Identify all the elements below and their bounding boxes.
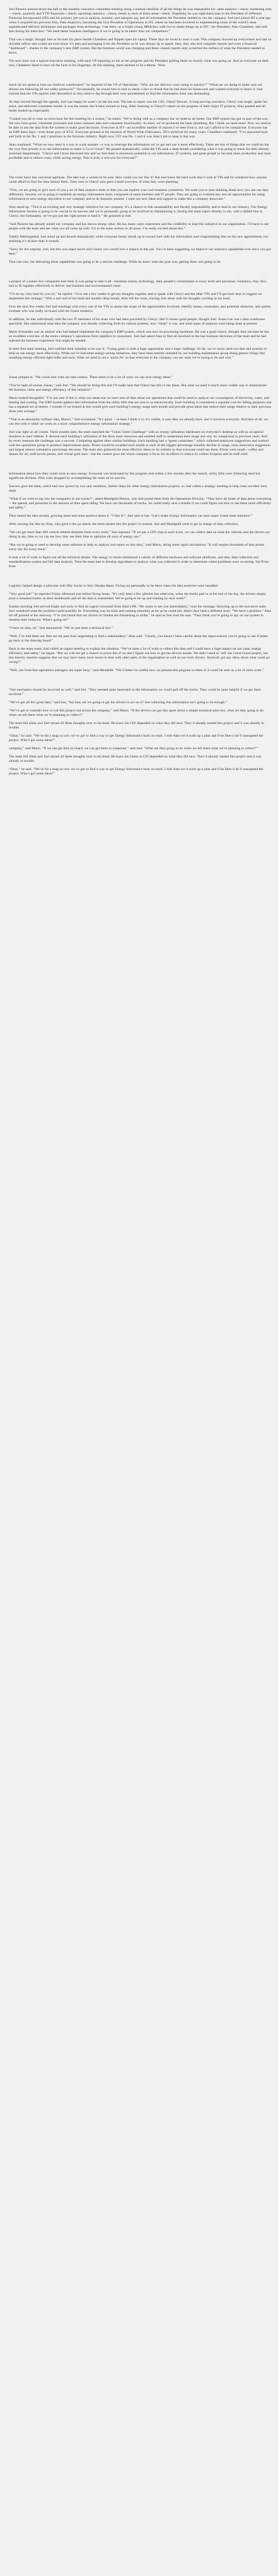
text-section: [9, 176, 272, 265]
body-paragraph: As they moved through the agenda, Joel was happy he wasn’t on the hot seat. The last to report was the CIO, Cheryl Stewart. A long-serving executive, Cheryl was tough, spoke her mind, and delivered consistent results. It was the reason she’d been around so long. After listening to Cheryl’s report on the progress of their major IT projects, Alan paused and all heads looked up expectantly.: [9, 100, 268, 113]
section-gap: [9, 461, 272, 467]
body-paragraph: That was a laugh, thought Joel as he took his place beside Chambers and flipped open his laptop. These days he loved to wear a coat. This company showed up everywhere and had no drivable inflow and would not even know it’s data and packaging it for the President so he was always up to speed. Sure, they also had computer reports and even a financial “dashboard”—thanks to the company’s new ERP system. But the business world was changing and these canned reports only scratched the surface of what the President needed to know.: [9, 38, 272, 55]
document-body: [9, 8, 272, 786]
body-paragraph: Back in the team room, Joel called an urgent meeting to explain the situation. “We’ve done a lot of work to collect this data and I could have a huge impact on our costs, energy efficiency and safety,” he began. “But we will not get a chance to prove this if we don’t figure out how to get the drivers onside. We didn’t need to ‘sell’ the Great Green project, but this heavily reaction suggests that we may have many more issues to deal with other parts of the organization as well as our truck drivers. Anybody got any ideas about what could go wrong?”: [9, 647, 270, 664]
section-gap: [9, 573, 272, 579]
body-paragraph: “Our mechanics should be involved as well,” said Sid. “They seemed quite interested in the information we could pull off the trucks. They could be quite helpful if we get them involved.”: [9, 688, 261, 696]
body-paragraph: “Well, our front-line operations managers are super busy,” said Mendeldi. “We’d better be careful how we present this program to them or it could be seen as a lot of extra work.”: [9, 669, 264, 672]
text-section: [9, 376, 272, 457]
body-paragraph: That was true, but delivering these capabilities was going to be a serious challenge. While he knew what the goal was, getting there was going to be: [9, 260, 221, 264]
body-paragraph: “Okay,” he said. “We’ve hit a snag so now we’ve got to find a way to get Energy Informatics back on track. I told Alan we’d work up a plan and if he likes it he’ll unsuspend the project. Who’s got some ideas?”: [9, 768, 264, 776]
body-paragraph: Mario Fernandes was an analyst who had helped implement the company’s ERP system, which was now its processing backbone. He was a good choice, thought Joel, because he has an excellent overview of the entire company’s operations from suppliers to consumers. Joel had asked Alan to find all involved in the last business decisions of the team and he had rejected the business experience that might be needed.: [9, 330, 269, 343]
body-paragraph: “Very good job!” he reported Friday afternoon just before flying home. “It’s only been a few glitches but otherwise, when the trucks pull in at the end of the day, the drivers simply push a mounted button on their dashboards and all the data is transmitted. We’re going to be up and running by next week!”: [9, 592, 266, 601]
body-paragraph: “What if we were to tap into the computers in our trucks?”, asked Mandgold Demos, who had joined them from the Operations Division. “They have all kinds of data about everything—the speeds, and pressures to the amount of time spent idling. We have our thousands of trucks; we could really save a bundle if we could figure out how to use them more efficiently and safely.”: [9, 497, 272, 510]
section-gap: [9, 164, 272, 171]
text-section: [9, 280, 272, 360]
section-gap: [9, 72, 272, 78]
text-section: [9, 584, 272, 673]
body-paragraph: “First, we are going to give each of you a set of data analytics tools so that you can explore your own business yourselves. We want you to start thinking about how you can use data differently. Second, we’re going to establish an energy information team, composed of some business and IT people. They are going to examine key and all opportunities for using information to save energy anywhere in our company and to do business smarter. I want our new ideas and support to make this a company showcase.”: [9, 188, 269, 201]
body-paragraph: The team fell silent and Joel turned all these thoughts over in his head. He knew his Green at CFI depended on what they did next. They’d already started this project and it was already in trouble.: [9, 755, 262, 763]
body-paragraph: Joel Parsons hurried down the hall to the monthly executive committee meeting along a normal checklist of all the things he was responsible for: sales analysis—check; marketing stats—check; quarterly and YTD financials—check; operating statistics—check, trends in each of these areas—check. Hopefully, he was right-hand man to the President of Jefferson Financial Incorporated (JFI) and his primary job was to analyze, monitor, and interpret any and all information the President needed to run the company. Joel had joined JFI a year ago when it acquired his previous firm, Data Analytics, becoming the Vice President of Operations at JFI, where he had been involved in implementing some of the world’s most sophisticated delivery techniques and packages from technology. I sat there, as a bright young MBA/boy with two to shake things up at JFI,” the President, Alan Chambers, had told him during his interview. “We need better business intelligence if we’re going to be better than our competitors.”: [9, 8, 272, 33]
body-paragraph: Over the next few weeks Joel had meetings with every one of the VPs to assess the scope of the opportunities involved; identify issues, constraints, and potential obstacles; and quietly evaluate who was really on board with the Green initiative.: [9, 305, 271, 313]
body-paragraph: a project of a nature few companies had tried. It was going to take it all—business smarts, technology, data, people’s commitment at every level and processes. Somehow, they ALL had to fit together effectively to deliver real business and environmental value.: [9, 280, 267, 288]
body-paragraph: “I asked you all to clear an extra hour for this meeting for a reason,” he stated. “We’re doing well as a company but we need to do better. Our ERP system has got us part of the way. We now have good, consistent processes and some common data and consistent functionality. In short, we’ve produced the basic plumbing. But I think we need more. Now we need to be able to use the data from the system to make good decisions. Everyone at JFI—an incredible number of reports I’ve seen from it, but can’t afford to be complacent. Everyone has an ERP these days—even those guys at XYZ. Everyone grinned at the mention of World Wide Fabricators, JFI’s archrival for many years. Chambers continued: “I’ve answered back and forth at the No. 1 and 2 positions in the furniture industry. Right now, CFI was No. 1 and it was Alan’s job to keep it that way.: [9, 117, 271, 139]
body-paragraph: It took a lot of work to figure out all the technical details. The energy in trucks minimized a variety of different hardware and software platforms, and data, data collection and standardization system and full data analysis. Then the team had to develop algorithms to analyze what was collected in order to determine where problems were occurring. Sid Pruer from: [9, 556, 269, 568]
body-paragraph: Success gave the team, which had now grown by two new members, further ideas for other energy information projects. so Joel called a strategy meeting to help chart out their next steps.: [9, 485, 267, 493]
body-paragraph: The next hour was a typical executive meeting, with each VP reporting on his or her progress and the President grilling them on exactly what was going on. And as everyone on their turn, Chambers liked to have all the facts at his fingertips. At this meeting, there seemed to be a theme. “How: [9, 59, 269, 67]
body-paragraph: Sunday morning Joel arrived bright and early to find an urgent voicemail from Alan’s PA. “He wants to see you immediately,” read the message. Hurrying up to the executive suite, Joel wondered what the problem could possibly be. Everything was on track and running smoothly as far as he could tell. Alan’s face held a different story. “We have a problem,” Alan bit off pointed at the doorway. “I’ve just heard that our drivers in Omaha are threatening to strike,” he said as Joel took his seat. “They think you’re going to spy on our system to monitor their behavior. What’s going on?”: [9, 605, 272, 622]
section-gap: [9, 268, 272, 275]
body-paragraph: “We can get more than 200 vehicle-related elements from every truck,” Sue reported. “If we put a GPS chip in each truck, we can collect data on what the vehicles and the drivers are doing at any time so we can see how they use their time to optimize all sorts of energy use.”: [9, 531, 270, 539]
body-paragraph: Logistics helped design a pilot test with fifty trucks in their Omaha depot. Flying out personally to be there when the data receivers were installed.: [9, 584, 219, 588]
body-paragraph: They batted the idea around, growing more and more positive about it. “I like it!”, Joel said at last. “Let’s make Energy Informatics our next major Green team initiative.”: [9, 514, 253, 518]
body-paragraph: “Sorry for the surprise, Joel, but this was super secret and I knew you would love a chance at this job. You’ve been suggesting we improve our analytics capabilities ever since you got here.”: [9, 248, 271, 256]
text-section: [9, 688, 272, 776]
body-paragraph: Alan continued: “What we now need is a way to work smarter—a way to leverage the information we’ve got and use it more effectively. There are lots of things that we could do but the very first priority is to use information to make it Go to Great!” He paused dramatically, while the VPs took a deep breath considering what it was going to mean for their already-stretched departments. “Cheryl and I have discussed this and we feel there is enormous potential in our information. IT systems, and great people to become more productive and more profitable and to reduce costs; while saving energy. This is truly a win-win for everyone!”: [9, 143, 271, 160]
body-paragraph: “We’ve got to consider how to roll this project out across the company,” said Mario. “If the drivers can get this upset about a simple technical pilot test, what are they going to do when we tell them what we’re planning to collect?”: [9, 709, 264, 717]
text-section: [9, 83, 272, 161]
body-paragraph: “That is an absolutely brilliant idea, Mario!,” Joel exclaimed. “It’s quick —at least I think it is; it’s visible, it uses data we already have, and it involves everyone. And best of all, we can test with it while we work on a more comprehensive energy information strategy.”: [9, 418, 269, 426]
body-paragraph: information about how they could work to save energy. Everyone was motivated by this program and within a few months after the launch, utility bills were following shed but significant declines. Pilot costs dropped by accomplishing the team on its success.: [9, 472, 260, 480]
body-paragraph: After running the idea by Alan, who gave it the go-ahead, the team started into the project in earnest. Sue and Mandgold went to get in charge of data collection.: [9, 522, 239, 526]
body-paragraph: company,” said Mario. “If we can get him on board, we can get them to cooperate,” said Joel. “What are they going to do when we tell them what we’re planning to collect?”: [9, 747, 258, 750]
body-paragraph: The team fell silent and Joel turned all these thoughts over in his head. He knew his CIO depended on what they did next. They’d already started this project and it was already in trouble.: [9, 722, 264, 730]
body-paragraph: The room burst into universal applause. The idea was a winner to be sure. How could you not like it? But Joel knew the hard work that it took at VPs and he wondered how anyone could afford to find the time behind them. Then over to Cheryl who gave a brief overview of what they were planning.: [9, 176, 267, 184]
body-paragraph: “I’ll do my very best for you sir,” he replied. “Give me a few weeks to get my thoughts together and to speak with Cheryl and the other VPs and I’ll get back here to suggest we implement this strategy.” With a sort nod of his head and another deep breath, Alan left the room, leaving Joel alone with his thoughts swirling in his head.: [9, 292, 262, 301]
section-gap: [9, 780, 272, 786]
body-paragraph: Alan stood up. “This is an exciting and very strategic initiative for our company. It’s a chance to link sustainability and fiscally responsibility and to lead in our industry. The Energy Information Section is going to be crucial to its success and we’re personally going to be involved in championing it, having this team report directly to me, with a skilled line to Cheryl, but fortunately, we’ve got just the right person to lead it.” He gestured at Joel.: [9, 205, 268, 218]
text-section: [9, 8, 272, 68]
body-paragraph: Totally flabbergasted, Joel stood up and bowed dramatically while everyone busily shook up to toward Joel with the information and congratulating him on his new appointment, not realizing it’s trickier than it sounds.: [9, 235, 269, 243]
body-paragraph: In their first team meeting, Joel outlined their mandate as he saw it. “Going green is both a huge opportunity and a huge challenge. So far, we’ve never used our data and systems to help us use energy more effectively. While we’ve had some energy-saving initiatives, they have been entirely initiated by our building maintenance group doing generic things like installing energy efficient light bulbs and such. What we need is not a ‘quick fix’ so that everyone in the company can see what we’re trying to do and why.”: [9, 347, 267, 360]
body-paragraph: “Joel Parsons has already joined our company and has shown strong value. He has many years experience and the credibility to lead this initiative in our organization. I’ll have to see people with the team and see what you all come up with. It’s in the same section in all areas. I’m really excited about this.”: [9, 222, 269, 231]
body-paragraph: “Okay,” he said. “We’ve bit a snag so now we’ve got to find a way to get Energy Informatics back on track. I told Alan we’d work up a plan and if he likes it he’ll unsuspend the project. Who’s got some ideas?”: [9, 734, 264, 742]
body-paragraph: Joel was right on all counts. Three months later, the team launched the “Green Green Challenge” with an energy utilization dashboard on everyone’s desktop as well as on special monitors in their lobbies. It showed each building’s utilization of the three main resources and enabled staff to understand their usage and why its comparison to previous years. And by every measure the challenge was a success. Competing against other similar buildings. Each building had a “green committee,” which collected employee suggestions and worked with the operations group to produce improvement plans. Prizes would be awarded each month to each of the biggest percentage monthly decline in usage, most innovative suggestion and largest annual cumulative percentage decrease. The team also gathered the most effective ideas on its website so that everyone could see them. Prizes were small—coffee and donuts for all, staff movie passes, and virtual gold stars—but the contest gave the whole company a focus for its efforts to reduce its carbon footprint and its staff chief: [9, 430, 270, 456]
section-gap: [9, 677, 272, 683]
body-paragraph: “We’ve got all this great data,” said Sue, “but how are we going to get the drivers to act on it? Just collecting this information isn’t going to be enough.”: [9, 701, 228, 704]
body-paragraph: Mario looked thoughtful. “I’m not sure if this is what you mean but we have tons of data about our operations that could be used to analyze our consumption of electricity, water, and heating and cooling. Our ERP system gathers this information from the utility bills that are sent to us electronically. Each building is considered a separate cost for billing purposes and has a separate set of meters. I wonder if we looked at this would give each building’s energy usage each month and provide great ideas that reduce their usage relative to their previous three year average.”: [9, 396, 272, 413]
text-section: [9, 472, 272, 569]
section-gap: [9, 364, 272, 371]
body-paragraph: Susan jumped in. “We could start with our data centers. There seem to be a lot of ways we can save energy there.”: [9, 376, 173, 379]
body-paragraph: “I have no idea, sir,” Joel stammered. “We’ve just done a technical test.”: [9, 626, 113, 630]
body-paragraph: “Well, I’ve told them our files are the past hour negotiating to find a stakeholders,” Alan said. “Clearly, you haven’t been careful about the repercussions you’re going to use if better go back to the drawing board.”: [9, 635, 269, 643]
body-paragraph: In addition, he met individually with the two IT members of his team who had been provided by Cheryl. She’d chosen good people, thought Joel. Susan Lee was a data warehouse specialist. She understood what data the company was already collecting from its various systems, how “clean” it was, and what types of analyses were being done at present.: [9, 318, 265, 326]
body-paragraph: “You’re right of course, Susan,” said Joel. “We should be doing this and I’ll make sure that Cheryl has this in her plans. But what we need is much more visible way to demonstrate the business value and energy efficiency of this initiative.”: [9, 384, 267, 392]
body-paragraph: much do we spend to host our Andover warehouses?” he inquired of the VP of Operations. “Why are our delivery costs rising so quickly?” “What are we doing to make sure our drivers are following all our safety protocols?” Occasionally, he would turn to Joel to check a fact or reveal that he had done his homework and wanted everyone to know it. Joel noticed that the VPs squirm with discomfort as they tried to dig through their own spreadsheets to find the information Alan was demanding.: [9, 83, 263, 96]
body-paragraph: “But we’re going to need to develop some software to help us analyze and report on this data,” said Mario, doing some rapid calculations. “It will require thousands of data points every day for every truck.”: [9, 543, 265, 551]
